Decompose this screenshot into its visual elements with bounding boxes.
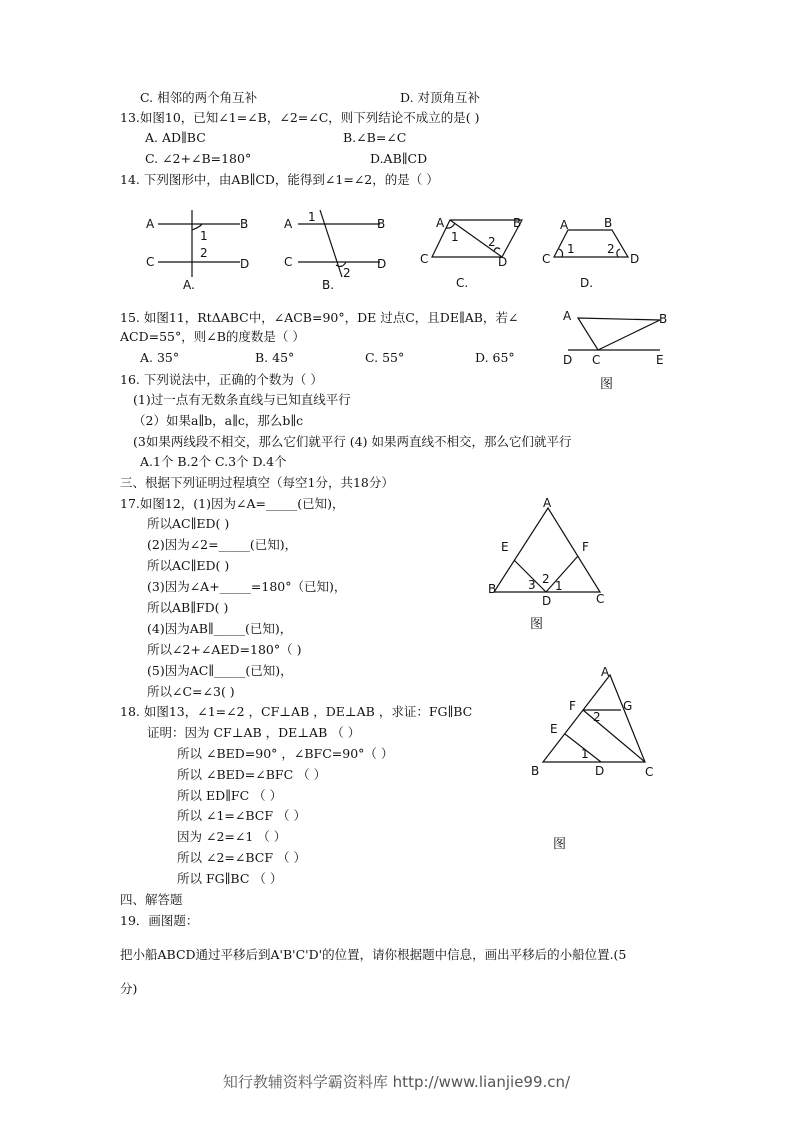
fig14d-caption: D. [580,276,594,290]
text-line-l4: A. AD∥BC [145,130,206,145]
text-line-l3: 13.如图10，已知∠1=∠B，∠2=∠C，则下列结论不成立的是( ) [120,110,480,125]
fig14c-label-2: 2 [488,235,496,249]
fig13-label-1: 1 [581,747,589,761]
text-line-l32: 证明：因为 CF⊥AB ，DE⊥AB （ ） [147,725,361,740]
fig13-label-C: C [645,765,654,779]
fig14b-label-1: 1 [308,210,316,224]
fig14c-label-1: 1 [451,230,459,244]
fig12-caption: 图 [530,617,544,632]
fig14b-label-B: B [377,217,386,231]
fig12-label-1: 1 [555,579,563,593]
fig14d-label-D: D [630,252,640,266]
fig14b-label-D: D [377,257,387,271]
fig12-label-2: 2 [542,572,550,586]
fig12-label-F: F [582,540,589,554]
fig14c-label-C: C [420,252,429,266]
figure-12 [482,495,622,635]
text-line-l23: (2)因为∠2=_____(已知)， [147,537,298,552]
fig14b-label-C: C [284,255,293,269]
fig12-label-A: A [543,496,552,510]
text-line-l38: 所以 ∠2=∠BCF （ ） [177,850,306,865]
footer-watermark: 知行教辅资料学霸资料库 http://www.lianjie99.cn/ [222,1073,571,1091]
figure-14c [418,205,538,295]
text-line-l39: 所以 FG∥BC （ ） [177,871,283,886]
figure-13 [525,660,665,860]
text-line-l6: C. ∠2+∠B=180° [145,151,252,166]
text-line-l42: 把小船ABCD通过平移后到A'B'C'D'的位置，请你根据题中信息，画出平移后的小船位置.(5 [120,947,627,962]
text-line-l26: 所以AB∥FD( ) [147,600,229,615]
fig13-label-D: D [595,764,605,778]
fig14a-label-A: A [146,217,155,231]
fig14d-label-A: A [560,218,569,232]
text-line-l19: A.1个 B.2个 C.3个 D.4个 [140,454,287,469]
fig13-label-G: G [623,699,633,713]
fig14a-label-C: C [146,255,155,269]
text-line-l1: C. 相邻的两个角互补 [140,90,258,105]
text-line-l15: 16. 下列说法中，正确的个数为（ ） [120,372,323,387]
fig11-label-B: B [659,312,668,326]
fig14c-label-A: A [436,216,445,230]
text-line-l9: 15. 如图11，RtΔABC中，∠ACB=90°，DE 过点C，且DE∥AB，若∠ [120,310,519,325]
fig13-label-F: F [569,699,576,713]
fig11-label-E: E [656,353,664,367]
fig13-label-B: B [531,764,540,778]
fig14b-caption: B. [322,278,335,292]
fig14a-caption: A. [183,278,195,292]
text-line-l14: D. 65° [475,350,515,365]
fig13-label-A: A [601,665,610,679]
fig11-caption: 图 [600,377,614,392]
fig14a-label-2: 2 [200,246,208,260]
fig13-label-E: E [550,722,558,736]
text-line-l7: D.AB∥CD [370,151,428,166]
text-line-l36: 所以 ∠1=∠BCF （ ） [177,808,306,823]
fig14c-label-B: B [513,216,522,230]
fig12-label-3: 3 [528,578,536,592]
fig13-label-2: 2 [593,710,601,724]
fig14d-label-B: B [604,216,613,230]
figure-14b [280,205,400,295]
figure-14d [540,205,660,295]
text-line-l29: (5)因为AC∥_____(已知)， [147,663,293,678]
fig14d-label-2: 2 [607,242,615,256]
fig12-label-C: C [596,592,605,606]
text-line-l12: B. 45° [255,350,295,365]
fig14a-label-D: D [240,257,250,271]
fig14c-caption: C. [456,276,469,290]
text-line-l30: 所以∠C=∠3( ) [147,684,235,699]
fig14b-label-2: 2 [343,266,351,280]
text-line-l16: (1)过一点有无数条直线与已知直线平行 [133,392,351,407]
text-line-l17: （2）如果a∥b，a∥c，那么b∥c [133,413,304,428]
text-line-l31: 18. 如图13，∠1=∠2 ，CF⊥AB ，DE⊥AB ，求证：FG∥BC [120,704,473,719]
text-line-l28: 所以∠2+∠AED=180°（ ) [147,642,302,657]
text-line-l21: 17.如图12，(1)因为∠A=_____(已知)， [120,496,345,511]
text-line-l10: ACD=55°，则∠B的度数是（ ） [120,329,305,344]
text-line-l5: B.∠B=∠C [343,130,407,145]
text-line-l22: 所以AC∥ED( ) [147,516,230,531]
text-line-l33: 所以 ∠BED=90° ，∠BFC=90°（ ） [177,746,394,761]
fig13-caption: 图 [553,837,567,852]
text-line-l41: 19．画图题： [120,913,199,928]
text-line-l18: (3如果两线段不相交，那么它们就平行 (4) 如果两直线不相交，那么它们就平行 [133,434,572,449]
text-line-l35: 所以 ED∥FC （ ） [177,788,283,803]
text-line-l20: 三、根据下列证明过程填空（每空1分，共18分） [120,475,394,490]
fig14c-label-D: D [498,255,508,269]
fig14d-label-1: 1 [567,242,575,256]
text-line-l24: 所以AC∥ED( ) [147,558,230,573]
fig11-label-D: D [563,353,573,367]
text-line-l27: (4)因为AB∥_____(已知)， [147,621,293,636]
figure-14a [140,205,260,295]
text-line-l25: (3)因为∠A+_____=180°（已知)， [147,579,347,594]
text-line-l34: 所以 ∠BED=∠BFC （ ） [177,767,327,782]
fig12-label-B: B [488,582,497,596]
figure-11 [560,306,690,396]
text-line-l11: A. 35° [140,350,180,365]
text-line-l2: D. 对顶角互补 [400,90,481,105]
text-line-l8: 14. 下列图形中，由AB∥CD，能得到∠1=∠2，的是（ ） [120,172,439,187]
fig14d-label-C: C [542,252,551,266]
text-line-l40: 四、解答题 [120,892,183,907]
fig12-label-D: D [542,594,552,608]
text-line-l13: C. 55° [365,350,405,365]
fig12-label-E: E [501,540,509,554]
text-line-l37: 因为 ∠2=∠1 （ ） [177,829,287,844]
fig11-label-C: C [592,353,601,367]
fig11-label-A: A [563,309,572,323]
fig14a-label-B: B [240,217,249,231]
fig14a-label-1: 1 [200,229,208,243]
fig14b-label-A: A [284,217,293,231]
text-line-l43: 分) [120,981,138,996]
